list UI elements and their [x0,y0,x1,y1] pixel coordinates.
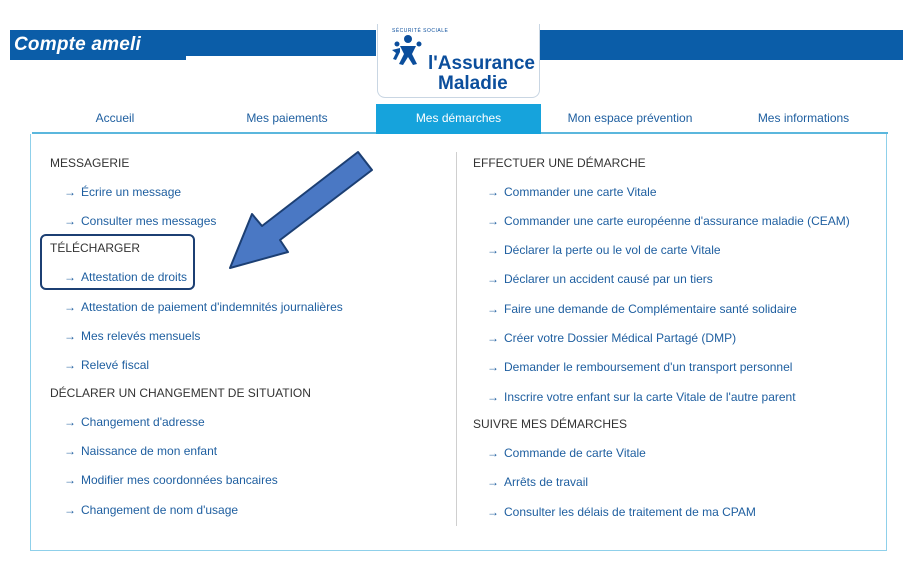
link-commander-ceam[interactable] [487,214,850,228]
link-label: Relevé fiscal [81,358,150,372]
arrow-right-icon: → [487,331,499,345]
link-label: Déclarer la perte ou le vol de carte Vitale [504,243,721,257]
header-notch [186,56,376,60]
logo-figures-icon [388,30,428,70]
arrow-right-icon: → [487,360,499,374]
pointer-arrow-icon [218,146,378,276]
tab-mes-paiements[interactable]: Mes paiements [198,104,376,134]
arrow-right-icon: → [64,444,76,458]
arrow-right-icon: → [487,505,499,519]
arrow-right-icon: → [64,358,76,372]
logo-arc-text: SÉCURITÉ SOCIALE [392,28,449,34]
link-label: Modifier mes coordonnées bancaires [81,473,278,487]
section-heading-messagerie: MESSAGERIE [50,156,130,170]
link-naissance-enfant[interactable] [64,444,217,458]
link-label: Attestation de paiement d'indemnités journalières [81,300,343,314]
arrow-right-icon: → [64,503,76,517]
tab-accueil[interactable]: Accueil [32,104,198,134]
link-coordonnees-bancaires[interactable] [64,473,278,487]
link-releve-fiscal[interactable] [64,358,149,372]
arrow-right-icon: → [487,272,499,286]
link-dossier-medical-partage[interactable] [487,331,736,345]
column-divider [456,152,457,526]
link-label: Mes relevés mensuels [81,329,201,343]
link-label: Consulter les délais de traitement de ma CPAM [504,505,756,519]
header-bar-right [540,30,903,60]
link-arrets-travail[interactable] [487,475,588,489]
link-label: Écrire un message [81,185,182,199]
section-heading-telecharger: TÉLÉCHARGER [50,241,141,255]
tab-mes-informations[interactable]: Mes informations [719,104,888,134]
link-label: Créer votre Dossier Médical Partagé (DMP) [504,331,737,345]
link-delais-traitement[interactable] [487,505,756,519]
arrow-right-icon: → [487,243,499,257]
arrow-right-icon: → [487,475,499,489]
link-ecrire-message[interactable] [64,185,181,199]
logo-line-2: Maladie [438,73,508,94]
link-consulter-messages[interactable] [64,214,216,228]
section-heading-suivre-demarches: SUIVRE MES DÉMARCHES [473,417,628,431]
link-label: Déclarer un accident causé par un tiers [504,272,713,286]
app-title: Compte ameli [14,34,141,55]
arrow-right-icon: → [64,185,76,199]
arrow-right-icon: → [487,302,499,316]
arrow-right-icon: → [64,329,76,343]
link-label: Commander une carte Vitale [504,185,657,199]
link-label: Changement de nom d'usage [81,503,239,517]
link-label: Arrêts de travail [504,475,589,489]
link-label: Consulter mes messages [81,214,217,228]
link-label: Demander le remboursement d'un transport personnel [504,360,793,374]
link-label: Commander une carte européenne d'assurance maladie (CEAM) [504,214,850,228]
link-inscrire-enfant-carte[interactable] [487,390,796,404]
arrow-right-icon: → [487,446,499,460]
link-perte-vol-carte[interactable] [487,243,721,257]
arrow-right-icon: → [64,270,76,284]
link-changement-adresse[interactable] [64,415,205,429]
link-releves-mensuels[interactable] [64,329,200,343]
logo-line-1: l'Assurance [428,53,535,74]
link-label: Attestation de droits [81,270,188,284]
link-label: Inscrire votre enfant sur la carte Vitale de l'autre parent [504,390,796,404]
link-changement-nom-usage[interactable] [64,503,238,517]
link-label: Commande de carte Vitale [504,446,646,460]
link-commande-carte-vitale[interactable] [487,446,646,460]
arrow-right-icon: → [64,214,76,228]
link-commander-carte-vitale[interactable] [487,185,657,199]
arrow-right-icon: → [64,300,76,314]
main-tabs [32,104,888,134]
link-label: Naissance de mon enfant [81,444,218,458]
link-label: Faire une demande de Complémentaire santé solidaire [504,302,797,316]
link-accident-tiers[interactable] [487,272,713,286]
arrow-right-icon: → [64,415,76,429]
arrow-right-icon: → [487,185,499,199]
tab-mon-espace-prevention[interactable]: Mon espace prévention [541,104,719,134]
link-label: Changement d'adresse [81,415,205,429]
link-remboursement-transport[interactable] [487,360,792,374]
section-heading-effectuer-demarche: EFFECTUER UNE DÉMARCHE [473,156,646,170]
link-complementaire-sante[interactable] [487,302,797,316]
arrow-right-icon: → [64,473,76,487]
highlight-box-telecharger [40,234,195,290]
assurance-maladie-logo[interactable] [377,24,540,98]
link-attestation-paiement-ij[interactable] [64,300,343,314]
tab-mes-demarches[interactable]: Mes démarches [376,104,541,134]
arrow-right-icon: → [487,214,499,228]
section-heading-changement-situation: DÉCLARER UN CHANGEMENT DE SITUATION [50,386,311,400]
arrow-right-icon: → [487,390,499,404]
